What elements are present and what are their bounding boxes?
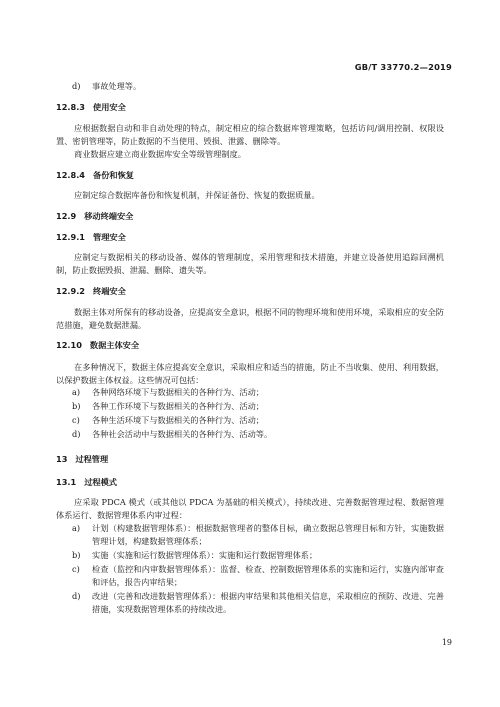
list-text: 事故处理等。 — [92, 81, 142, 91]
section-heading-12-9-2 — [56, 285, 126, 298]
paragraph: 商业数据应建立商业数据库安全等级管理制度。 — [74, 149, 246, 159]
section-number: 12.8.3 — [56, 102, 86, 112]
list-item — [72, 400, 444, 413]
list-marker: c) — [72, 415, 80, 425]
section-title: 使用安全 — [93, 102, 126, 112]
list-marker: c) — [72, 564, 80, 574]
list-text: 实施（实施和运行数据管理体系）：实施和运行数据管理体系； — [92, 550, 318, 560]
standard-code: GB/T 33770.2—2019 — [354, 62, 452, 72]
section-heading-12-8-3 — [56, 101, 126, 114]
section-title: 移动终端安全 — [84, 211, 134, 221]
paragraph: 应制定与数据相关的移动设备、媒体的管理制度，采用管理和技术措施，并建立设备使用追踪回溯机制，防止数据毁损、泄漏、删除、遗失等。 — [56, 252, 444, 275]
list-item — [72, 590, 444, 615]
paragraph: 应采取 PDCA 模式（或其他以 PDCA 为基础的相关模式），持续改进、完善数据管理过程、数据管理体系运行、数据管理体系内审过程： — [56, 497, 444, 520]
section-title: 过程模式 — [84, 477, 117, 487]
list-text: 检查（监控和内审数据管理体系）：监督、检查、控制数据管理体系的实施和运行，实施内部审查和评估，报告内审结果； — [92, 564, 444, 587]
list-item — [72, 80, 444, 93]
section-heading-13 — [56, 453, 108, 466]
list-text: 计划（构建数据管理体系）：根据数据管理者的整体目标，确立数据总管理目标和方针，实施数据管理计划，构建数据管理体系； — [92, 523, 444, 546]
section-heading-12-10 — [56, 339, 139, 352]
section-heading-13-1 — [56, 476, 117, 489]
section-title: 数据主体安全 — [89, 340, 140, 350]
section-number: 12.9.2 — [56, 286, 86, 296]
paragraph: 应制定综合数据库备份和恢复机制，并保证备份、恢复的数据质量。 — [74, 190, 320, 200]
section-title: 备份和恢复 — [93, 170, 134, 180]
list-marker: a) — [72, 387, 81, 397]
section-number: 12.9 — [56, 211, 77, 221]
list-marker: b) — [72, 550, 81, 560]
list-item — [72, 386, 444, 399]
list-text: 各种生活环境下与数据相关的各种行为、活动； — [92, 415, 264, 425]
page-number: 19 — [441, 638, 452, 648]
section-number: 12.8.4 — [56, 170, 86, 180]
section-number: 12.9.1 — [56, 232, 86, 242]
section-heading-12-8-4 — [56, 169, 134, 182]
list-text: 各种网络环境下与数据相关的各种行为、活动； — [92, 387, 264, 397]
list-marker: d) — [72, 81, 81, 91]
section-title: 管理安全 — [93, 232, 126, 242]
list-text: 各种社会活动中与数据相关的各种行为、活动等。 — [92, 429, 273, 439]
list-marker: b) — [72, 401, 81, 411]
list-marker: d) — [72, 429, 81, 439]
list-item — [72, 549, 444, 562]
list-item — [72, 414, 444, 427]
paragraph: 应根据数据自动和非自动处理的特点，制定相应的综合数据库管理策略，包括访问/调用控制、权限设置、密钥管理等，防止数据的不当使用、毁损、泄露、删除等。 — [56, 123, 444, 146]
paragraph: 数据主体对所保有的移动设备，应提高安全意识，根据不同的物理环境和使用环境，采取相应的安全防范措施，避免数据泄漏。 — [56, 307, 444, 330]
list-text: 各种工作环境下与数据相关的各种行为、活动； — [92, 401, 264, 411]
section-title: 终端安全 — [93, 286, 126, 296]
section-title: 过程管理 — [75, 454, 109, 464]
section-number: 12.10 — [56, 340, 82, 350]
section-heading-12-9 — [56, 210, 133, 223]
section-number: 13.1 — [56, 477, 77, 487]
list-marker: d) — [72, 591, 81, 601]
list-item — [72, 428, 444, 441]
paragraph: 在多种情况下，数据主体应提高安全意识，采取相应和适当的措施，防止不当收集、使用、利用数据，以保护数据主体权益。这些情况可包括： — [56, 362, 444, 385]
section-number: 13 — [56, 454, 68, 464]
list-item — [72, 563, 444, 588]
list-marker: a) — [72, 523, 81, 533]
list-item — [72, 522, 444, 547]
section-heading-12-9-1 — [56, 231, 126, 244]
list-text: 改进（完善和改进数据管理体系）：根据内审结果和其他相关信息，采取相应的预防、改进、完善措施，实现数据管理体系的持续改进。 — [92, 591, 444, 614]
